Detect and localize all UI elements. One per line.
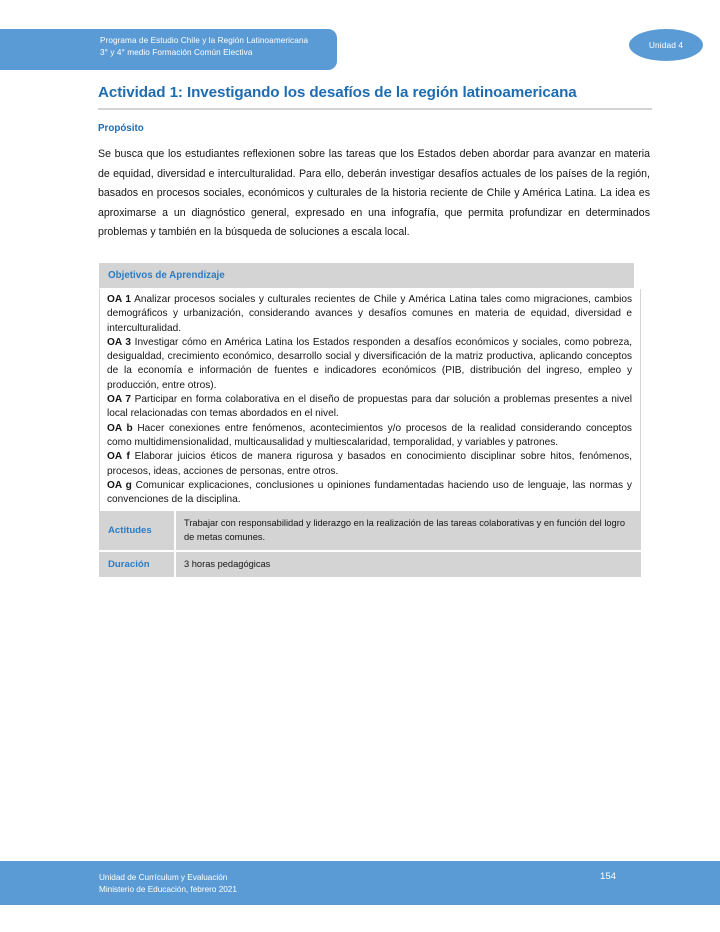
header-program-line-1: Programa de Estudio Chile y la Región Latinoamericana [100, 36, 309, 45]
list-item [107, 422, 632, 451]
attributes-table [99, 511, 641, 577]
footer-line-2: Ministerio de Educación, febrero 2021 [99, 884, 237, 894]
oa-code: OA g [107, 479, 132, 491]
oa-text: Analizar procesos sociales y culturales recientes de Chile y América Latina tales como migraciones, cambios demográficos y urbanización, considerando avances y desafíos comunes en materia de equidad, diversidad e interculturalidad. [107, 294, 633, 334]
footer-org-info [99, 872, 237, 895]
objetivos-section [99, 263, 641, 577]
header-program-line-2: 3° y 4° medio Formación Común Electiva [100, 48, 253, 58]
list-item [107, 393, 632, 422]
oa-code: OA b [107, 422, 133, 434]
title-divider [98, 108, 652, 110]
list-item [107, 336, 632, 393]
list-item [107, 293, 632, 336]
oa-code: OA 1 [107, 294, 132, 305]
page-title: Actividad 1: Investigando los desafíos de la región latinoamericana [98, 84, 577, 101]
unit-badge [629, 29, 703, 61]
attribute-value: 3 horas pedagógicas [184, 558, 271, 569]
list-item [107, 450, 632, 479]
list-item [107, 479, 632, 508]
attribute-label: Actitudes [99, 511, 175, 550]
table-row [99, 551, 641, 577]
oa-text: Comunicar explicaciones, conclusiones u opiniones fundamentadas haciendo uso de lenguaje, las normas y convenciones de la disciplina. [107, 479, 632, 506]
oa-text: Hacer conexiones entre fenómenos, acontecimientos y/o procesos de la realidad considerando conceptos como multidimensionalidad, multicausalidad y multiescalaridad, temporalidad, y variables y patrones. [107, 422, 632, 448]
proposito-text: Se busca que los estudiantes reflexionen sobre las tareas que los Estados deben abordar para avanzar en materia de equidad, diversidad e interculturalidad. Para ello, deberán investigar desafíos actuales de los países de la región, basados en procesos sociales, económicos y culturales de la historia reciente de Chile y América Latina. La idea es aproximarse a un diagnóstico general, expresado en una infografía, que permita profundizar en determinados problemas y también en la búsqueda de soluciones a escala local. [98, 148, 650, 239]
attribute-value: Trabajar con responsabilidad y liderazgo en la realización de las tareas colaborativas y en función del logro de metas comunes. [175, 511, 641, 550]
proposito-label: Propósito [98, 123, 144, 134]
objetivos-list [99, 289, 641, 511]
oa-text: Participar en forma colaborativa en el diseño de propuestas para dar solución a problemas presentes a nivel local relacionadas con temas abordados en el nivel. [107, 394, 632, 420]
unit-badge-label: Unidad 4 [648, 40, 684, 50]
oa-code: OA f [107, 451, 130, 463]
table-row [99, 511, 641, 550]
oa-code: OA 3 [107, 336, 132, 348]
footer-line-1: Unidad de Currículum y Evaluación [99, 873, 228, 882]
objetivos-heading-label: Objetivos de Aprendizaje [108, 270, 225, 281]
objetivos-heading-bar [99, 263, 634, 289]
header-program-info [100, 35, 400, 59]
oa-text: Elaborar juicios éticos de manera rigurosa y basados en conocimiento disciplinar sobre hitos, fenómenos, procesos, ideas, acciones de personas, entre otros. [107, 451, 632, 477]
oa-text: Investigar cómo en América Latina los Estados responden a desafíos económicos y sociales, como pobreza, desigualdad, crecimiento económico, desarrollo social y diversificación de la matriz productiva, aplicando conceptos de la economía e información de fuentes e indicadores económicos (PIB, distribución del ingreso, empleo y producción, entre otros). [107, 336, 632, 391]
attribute-label: Duración [99, 551, 175, 577]
page-number: 154 [600, 871, 617, 882]
oa-code: OA 7 [107, 394, 132, 406]
